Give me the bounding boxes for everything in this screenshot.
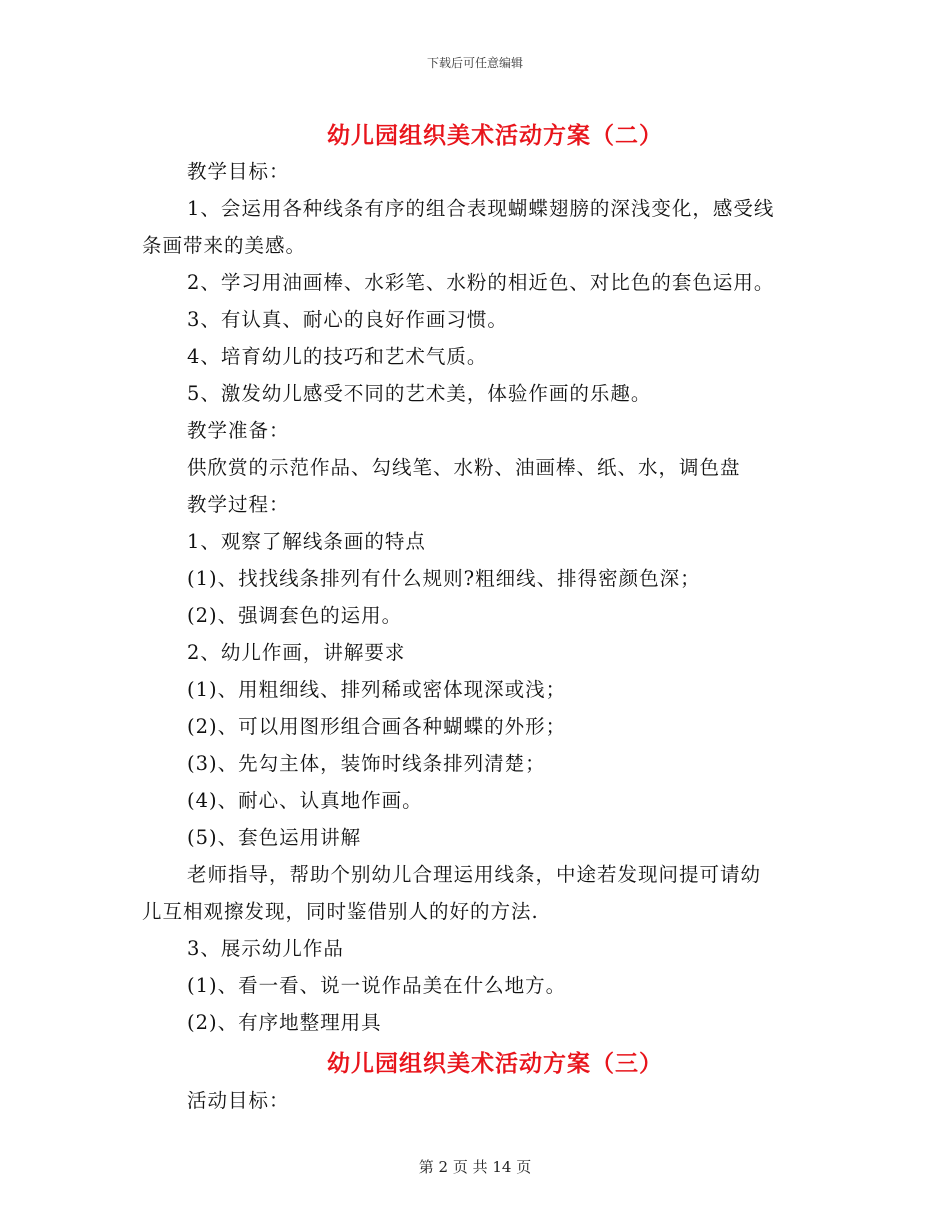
text-line: 教学准备： [187, 419, 290, 442]
text-line: (4)、耐心、认真地作画。 [187, 789, 423, 812]
text-line: 老师指导，帮助个别幼儿合理运用线条，中途若发现问提可请幼 [187, 863, 762, 886]
page-header: 下载后可任意编辑 [426, 56, 523, 70]
text-line: (2)、可以用图形组合画各种蝴蝶的外形； [187, 715, 567, 738]
section-title: 幼儿园组织美术活动方案（三） [327, 1051, 663, 1077]
text-line: (5)、套色运用讲解 [187, 826, 362, 849]
text-line: 2、学习用油画棒、水彩笔、水粉的相近色、对比色的套色运用。 [187, 271, 775, 294]
text-line: 1、会运用各种线条有序的组合表现蝴蝶翅膀的深浅变化，感受线 [187, 197, 775, 220]
text-line: 5、激发幼儿感受不同的艺术美，体验作画的乐趣。 [187, 382, 652, 405]
text-line: (3)、先勾主体，装饰时线条排列清楚； [187, 752, 546, 775]
text-line: 教学目标： [187, 160, 290, 183]
text-line: 条画带来的美感。 [142, 234, 307, 257]
text-line: 3、有认真、耐心的良好作画习惯。 [187, 308, 508, 331]
page-footer: 第 2 页 共 14 页 [418, 1158, 532, 1176]
text-line: 1、观察了解线条画的特点 [187, 530, 426, 553]
text-line: (1)、找找线条排列有什么规则?粗细线、排得密颜色深； [187, 567, 701, 590]
text-line: (1)、看一看、说一说作品美在什么地方。 [187, 974, 567, 997]
text-line: 儿互相观擦发现，同时鉴借别人的好的方法. [142, 900, 539, 923]
text-line: 活动目标： [187, 1089, 290, 1112]
text-line: 3、展示幼儿作品 [187, 937, 344, 960]
text-line: 供欣赏的示范作品、勾线笔、水粉、油画棒、纸、水，调色盘 [187, 456, 741, 479]
text-line: (2)、有序地整理用具 [187, 1011, 382, 1034]
section-title: 幼儿园组织美术活动方案（二） [327, 123, 663, 149]
text-line: (2)、强调套色的运用。 [187, 604, 403, 627]
text-line: 4、培育幼儿的技巧和艺术气质。 [187, 345, 488, 368]
text-line: 教学过程： [187, 493, 290, 516]
text-line: (1)、用粗细线、排列稀或密体现深或浅； [187, 678, 567, 701]
text-line: 2、幼儿作画，讲解要求 [187, 641, 406, 664]
